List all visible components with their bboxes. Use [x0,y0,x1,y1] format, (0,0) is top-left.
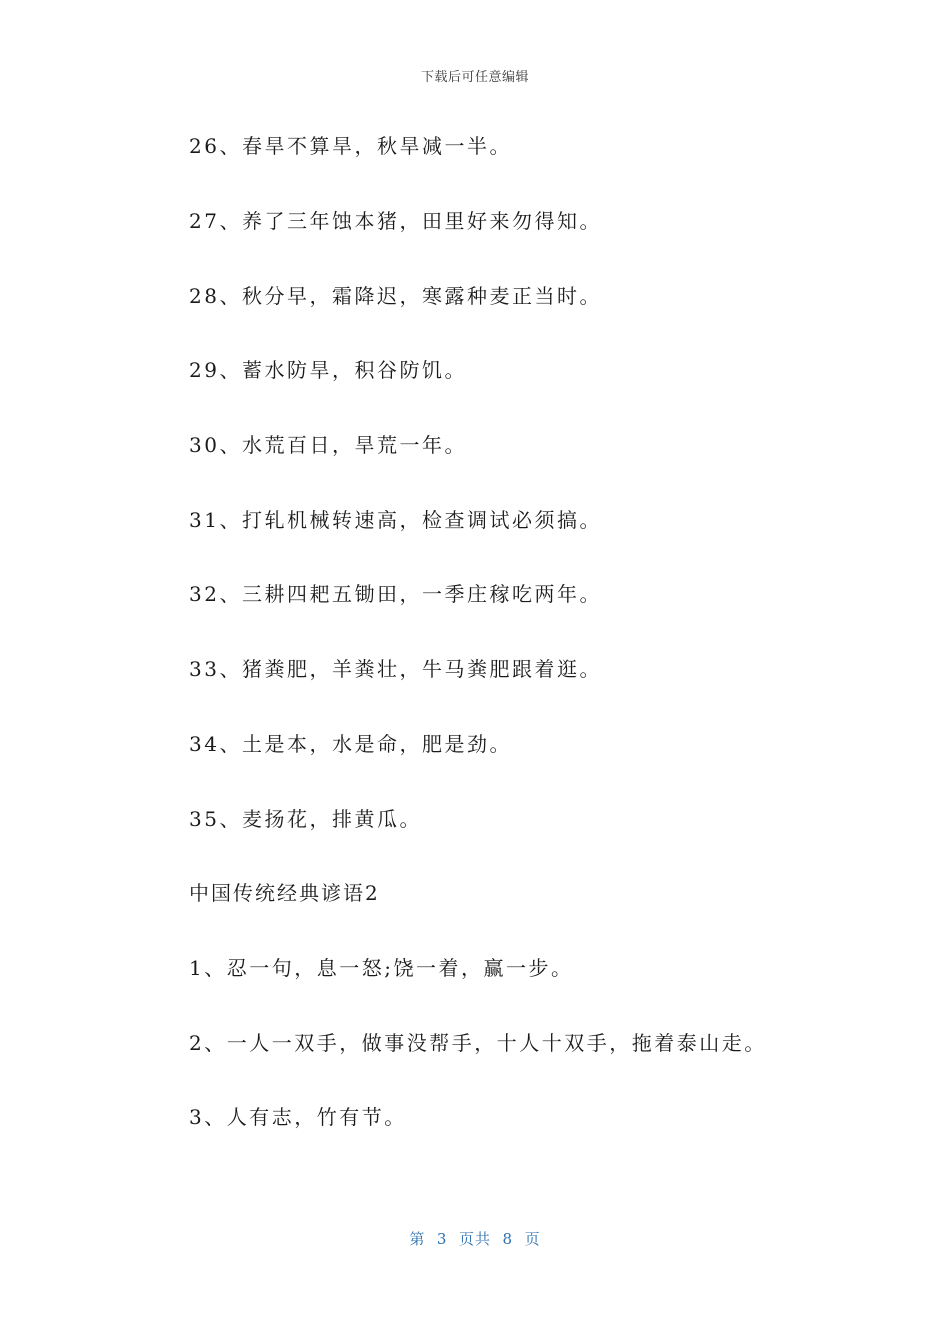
proverb-line: 32、三耕四耙五锄田，一季庄稼吃两年。 [189,582,602,606]
proverb-line: 31、打轧机械转速高，检查调试必须搞。 [189,508,602,532]
proverb-line: 2、一人一双手，做事没帮手，十人十双手，拖着泰山走。 [189,1031,767,1055]
proverb-line: 1、忍一句，息一怒;饶一着，赢一步。 [189,956,574,980]
proverb-line: 29、蓄水防旱，积谷防饥。 [189,358,467,382]
proverb-line: 30、水荒百日，旱荒一年。 [189,433,467,457]
page-header: 下载后可任意编辑 [420,70,529,85]
proverb-line: 33、猪粪肥，羊粪壮，牛马粪肥跟着逛。 [189,657,602,681]
proverb-line: 26、春旱不算旱，秋旱减一半。 [189,134,512,158]
proverb-line: 27、养了三年蚀本猪，田里好来勿得知。 [189,209,602,233]
proverb-line: 34、土是本，水是命，肥是劲。 [189,732,512,756]
section-heading: 中国传统经典谚语2 [189,881,380,905]
proverb-line: 35、麦扬花，排黄瓜。 [189,807,422,831]
page-footer: 第 3 页共 8 页 [409,1230,541,1248]
proverb-line: 28、秋分早，霜降迟，寒露种麦正当时。 [189,284,602,308]
proverb-line: 3、人有志，竹有节。 [189,1105,407,1129]
